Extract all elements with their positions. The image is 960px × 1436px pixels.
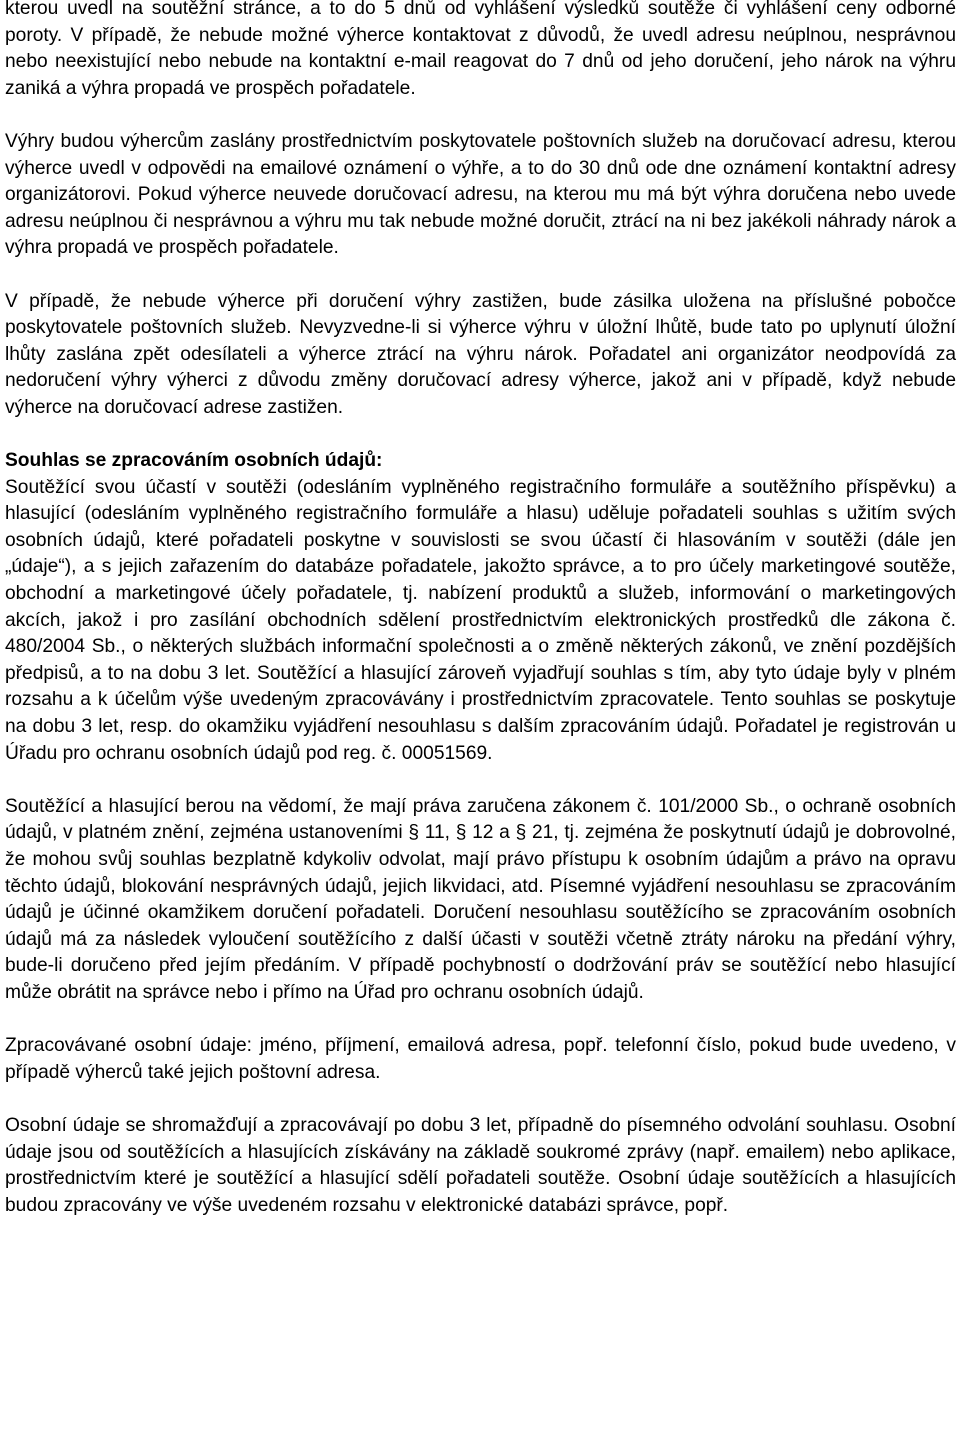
paragraph-data-rights: Soutěžící a hlasující berou na vědomí, že mají práva zaručena zákonem č. 101/2000 Sb., o ochraně osobních údajů, v platném znění, zejména ustanoveními § 11, § 12 a § 21, tj. zejména že poskytnutí údajů je dobrovolné, že mohou svůj souhlas bezplatně kdykoliv odvolat, mají právo přístupu k osobním údajům a právo na opravu těchto údajů, blokování nesprávných údajů, jejich likvidaci, atd. Písemné vyjádření nesouhlasu se zpracováním údajů je účinné okamžikem doručení pořadateli. Doručení nesouhlasu soutěžícího se zpracováním osobních údajů má za následek vyloučení soutěžícího z další účasti v soutěži včetně ztráty nároku na předání výhry, bude-li doručeno před jejím předáním. V případě pochybností o dodržování práv se soutěžící nebo hlasující může obrátit na správce nebo i přímo na Úřad pro ochranu osobních údajů. [5, 795, 956, 1003]
paragraph-consent-terms: Soutěžící svou účastí v soutěži (odesláním vyplněného registračního formuláře a soutěžního příspěvku) a hlasující (odesláním vyplněného registračního formuláře a hlasu) uděluje pořadateli souhlas s užitím svých osobních údajů, které pořadateli poskytne v souvislosti se svou účastí či hlasováním v soutěži (dále jen „údaje“), a s jejich zařazením do databáze pořadatele, jakožto správce, a to pro účely marketingové soutěže, obchodní a marketingové účely pořadatele, tj. nabízení produktů a služeb, informování o marketingových akcích, jakož i pro zasílání obchodních sdělení prostřednictvím elektronických prostředků dle zákona č. 480/2004 Sb., o některých službách informační společnosti a o změně některých zákonů, ve znění pozdějších předpisů, a to na dobu 3 let. Soutěžící a hlasující zároveň vyjadřují souhlas s tím, aby tyto údaje byly v plném rozsahu a k účelům výše uvedeným zpracovávány i prostřednictvím zpracovatele. Tento souhlas se poskytuje na dobu 3 let, resp. do okamžiku vyjádření nesouhlasu s dalším zpracováním údajů. Pořadatel je registrován u Úřadu pro ochranu osobních údajů pod reg. č. 00051569. [5, 476, 956, 764]
paragraph-data-retention: Osobní údaje se shromažďují a zpracovávají po dobu 3 let, případně do písemného odvolání souhlasu. Osobní údaje jsou od soutěžících a hlasujících získávány na základě soukromé zprávy (např. emailem) nebo aplikace, prostřednictvím které je soutěžící a hlasující sdělí pořadateli soutěže. Osobní údaje soutěžících a hlasujících budou zpracovány ve výše uvedeném rozsahu v elektronické databázi správce, popř. [5, 1114, 956, 1216]
consent-heading: Souhlas se zpracováním osobních údajů: [5, 450, 383, 472]
paragraph-processed-data: Zpracovávané osobní údaje: jméno, příjmení, emailová adresa, popř. telefonní číslo, pokud bude uvedeno, v případě výherců také jejich poštovní adresa. [5, 1035, 956, 1083]
consent-section [5, 448, 956, 1219]
paragraph-winner-contact: kterou uvedl na soutěžní stránce, a to do 5 dnů od vyhlášení výsledků soutěže či vyhlášení ceny odborné poroty. V případě, že nebude možné výherce kontaktovat z důvodů, že uvedl adresu neúplnou, nesprávnou nebo neexistující nebo nebude na kontaktní e-mail reagovat do 7 dnů od jeho doručení, jeho nárok na výhru zaniká a výhra propadá ve prospěch pořadatele. [5, 0, 956, 99]
paragraph-delivery-failure: V případě, že nebude výherce při doručení výhry zastižen, bude zásilka uložena na příslušné pobočce poskytovatele poštovních služeb. Nevyzvedne-li si výherce výhru v úložní lhůtě, bude tato po uplynutí úložní lhůty zaslána zpět odesílateli a výherce ztrácí na výhru nárok. Pořadatel ani organizátor neodpovídá za nedoručení výhry výherci z důvodu změny doručovací adresy výherce, jakož ani v případě, když nebude výherce na doručovací adrese zastižen. [5, 290, 956, 418]
paragraph-prize-delivery: Výhry budou výhercům zaslány prostřednictvím poskytovatele poštovních služeb na doručovací adresu, kterou výherce uvedl v odpovědi na emailové oznámení o výhře, a to do 30 dnů ode dne oznámení kontaktní adresy organizátorovi. Pokud výherce neuvede doručovací adresu, na kterou mu má být výhra doručena nebo uvede adresu neúplnou či nesprávnou a výhru mu tak nebude možné doručit, ztrácí na ni bez jakékoli náhrady nárok a výhra propadá ve prospěch pořadatele. [5, 130, 956, 259]
